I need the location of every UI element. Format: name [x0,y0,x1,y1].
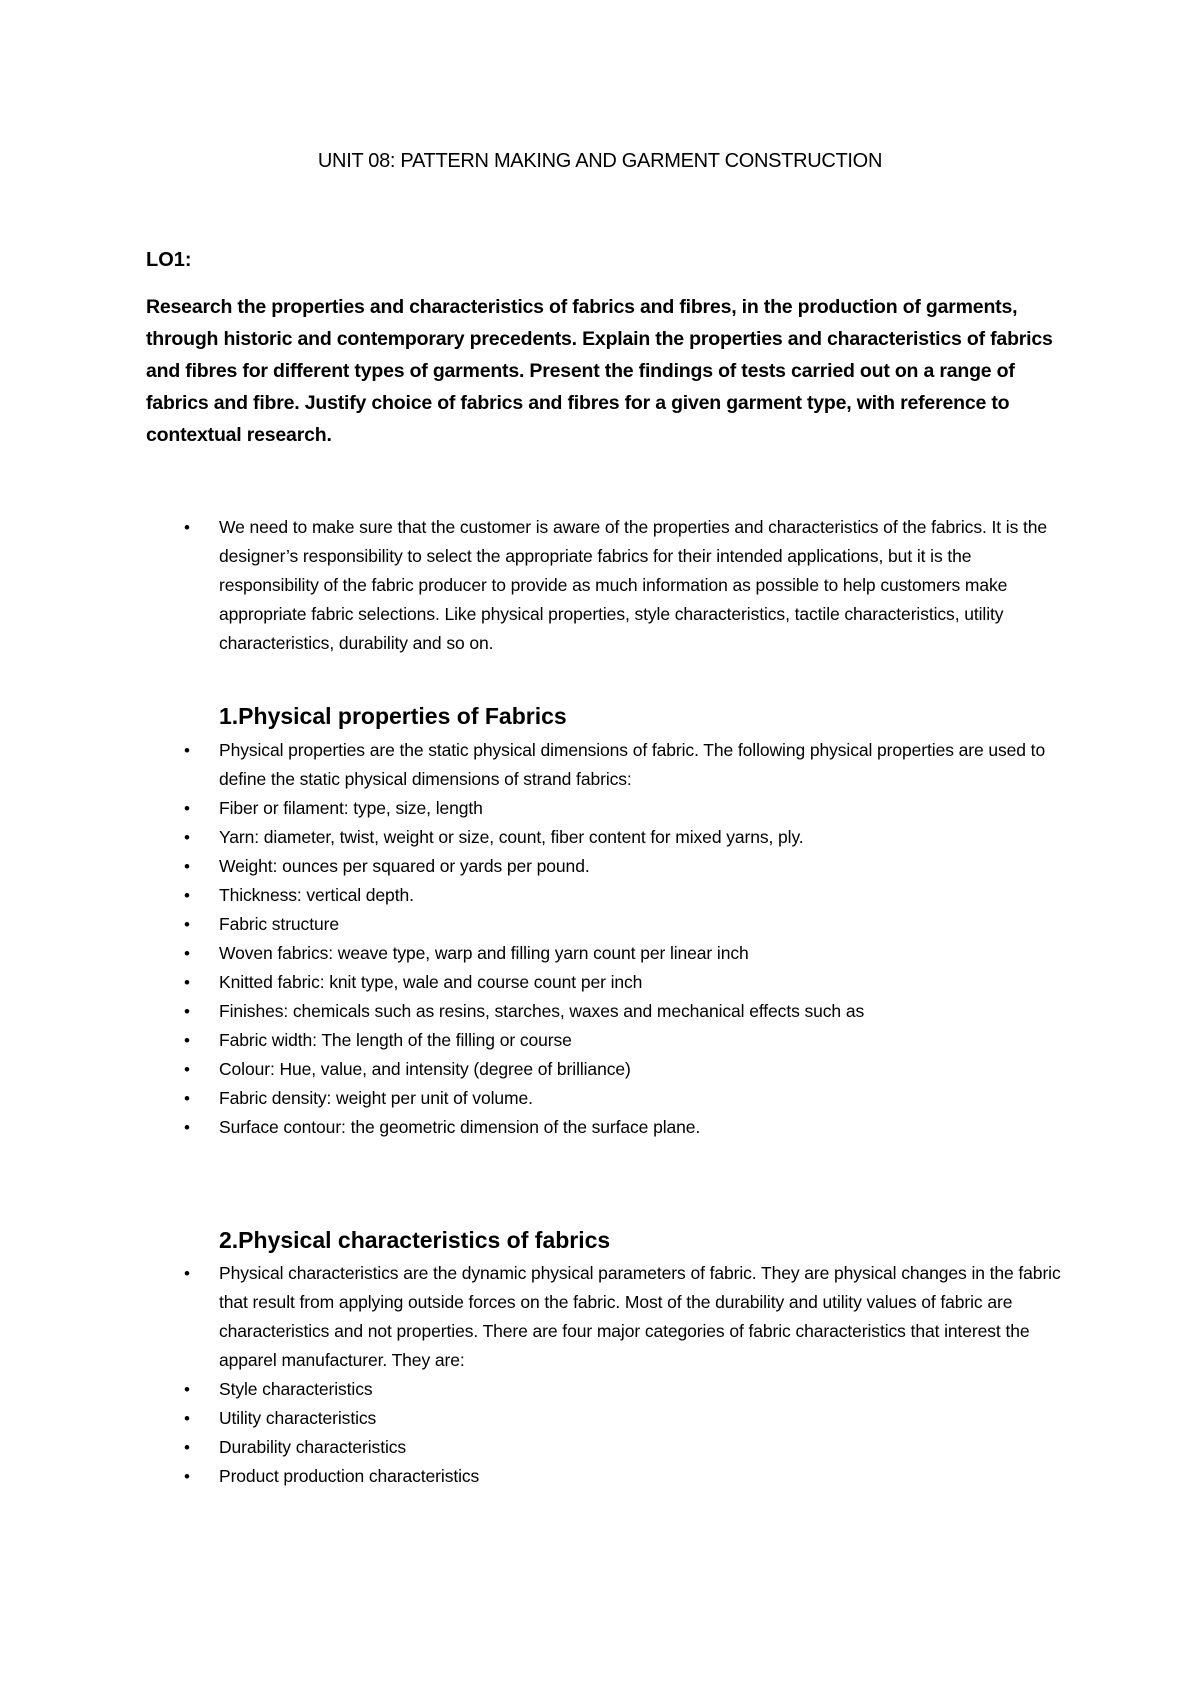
bullet-icon: • [184,1060,190,1079]
list-item [0,1259,1069,1375]
list-item-text: Fabric width: The length of the filling or course [219,1030,572,1050]
list-item-text: Physical characteristics are the dynamic physical parameters of fabric. They are physical changes in the fabric that result from applying outside forces on the fabric. Most of the durability and utility values of fabric are characteristics and not properties. There are four major categories of fabric characteristics that interest the apparel manufacturer. They are: [219,1263,1061,1370]
physical-properties-list [0,736,1069,1142]
list-item [0,910,1069,939]
list-item [0,968,1069,997]
bullet-icon: • [184,799,190,818]
list-item-text: We need to make sure that the customer is aware of the properties and characteristics of the fabrics. It is the designer’s responsibility to select the appropriate fabrics for their intended applications, but it is the responsibility of the fabric producer to provide as much information as possible to help customers make appropriate fabric selections. Like physical properties, style characteristics, tactile characteristics, utility characteristics, durability and so on. [219,517,1048,653]
list-item [0,736,1069,794]
section-heading-physical-characteristics: 2.Physical characteristics of fabrics [219,1227,611,1253]
bullet-icon: • [184,518,190,537]
list-item [0,1433,1069,1462]
list-item-text: Physical properties are the static physical dimensions of fabric. The following physical properties are used to define the static physical dimensions of strand fabrics: [219,740,1046,789]
list-item [0,1404,1069,1433]
bullet-icon: • [184,973,190,992]
physical-characteristics-list [0,1259,1069,1491]
bullet-icon: • [184,857,190,876]
list-item-text: Yarn: diameter, twist, weight or size, count, fiber content for mixed yarns, ply. [219,827,804,847]
section-heading-physical-properties: 1.Physical properties of Fabrics [219,703,567,729]
bullet-icon: • [184,886,190,905]
list-item-text: Fiber or filament: type, size, length [219,798,483,818]
list-item-text: Style characteristics [219,1379,373,1399]
list-item-text: Colour: Hue, value, and intensity (degree of brilliance) [219,1059,631,1079]
list-item-text: Fabric density: weight per unit of volume. [219,1088,533,1108]
list-item [0,513,1069,658]
list-item [0,1113,1069,1142]
list-item-text: Product production characteristics [219,1466,480,1486]
list-item [0,823,1069,852]
list-item [0,794,1069,823]
list-item-text: Utility characteristics [219,1408,377,1428]
bullet-icon: • [184,1380,190,1399]
list-item [0,1375,1069,1404]
list-item-text: Surface contour: the geometric dimension of the surface plane. [219,1117,701,1137]
list-item [0,997,1069,1026]
bullet-icon: • [184,1438,190,1457]
list-item-text: Knitted fabric: knit type, wale and course count per inch [219,972,643,992]
learning-outcome-label: LO1: [146,249,192,271]
list-item [0,1462,1069,1491]
list-item-text: Finishes: chemicals such as resins, starches, waxes and mechanical effects such as [219,1001,865,1021]
bullet-icon: • [184,1409,190,1428]
learning-outcome-text: Research the properties and characteristics of fabrics and fibres, in the production of garments, through historic and contemporary precedents. Explain the properties and characteristics of fabrics and fibres for different types of garments. Present the findings of tests carried out on a range of fabrics and fibre. Justify choice of fabrics and fibres for a given garment type, with reference to contextual research. [146,296,1053,446]
list-item-text: Thickness: vertical depth. [219,885,414,905]
bullet-icon: • [184,1089,190,1108]
bullet-icon: • [184,1467,190,1486]
list-item-text: Durability characteristics [219,1437,407,1457]
bullet-icon: • [184,944,190,963]
bullet-icon: • [184,915,190,934]
bullet-icon: • [184,1118,190,1137]
bullet-icon: • [184,1031,190,1050]
document-title: UNIT 08: PATTERN MAKING AND GARMENT CONSTRUCTION [317,150,883,172]
list-item [0,1055,1069,1084]
list-item [0,881,1069,910]
list-item [0,1026,1069,1055]
bullet-icon: • [184,1264,190,1283]
list-item [0,1084,1069,1113]
list-item-text: Weight: ounces per squared or yards per pound. [219,856,590,876]
intro-bullet-list [0,513,1069,658]
list-item-text: Woven fabrics: weave type, warp and filling yarn count per linear inch [219,943,749,963]
bullet-icon: • [184,741,190,760]
list-item [0,939,1069,968]
list-item [0,852,1069,881]
bullet-icon: • [184,828,190,847]
bullet-icon: • [184,1002,190,1021]
list-item-text: Fabric structure [219,914,339,934]
